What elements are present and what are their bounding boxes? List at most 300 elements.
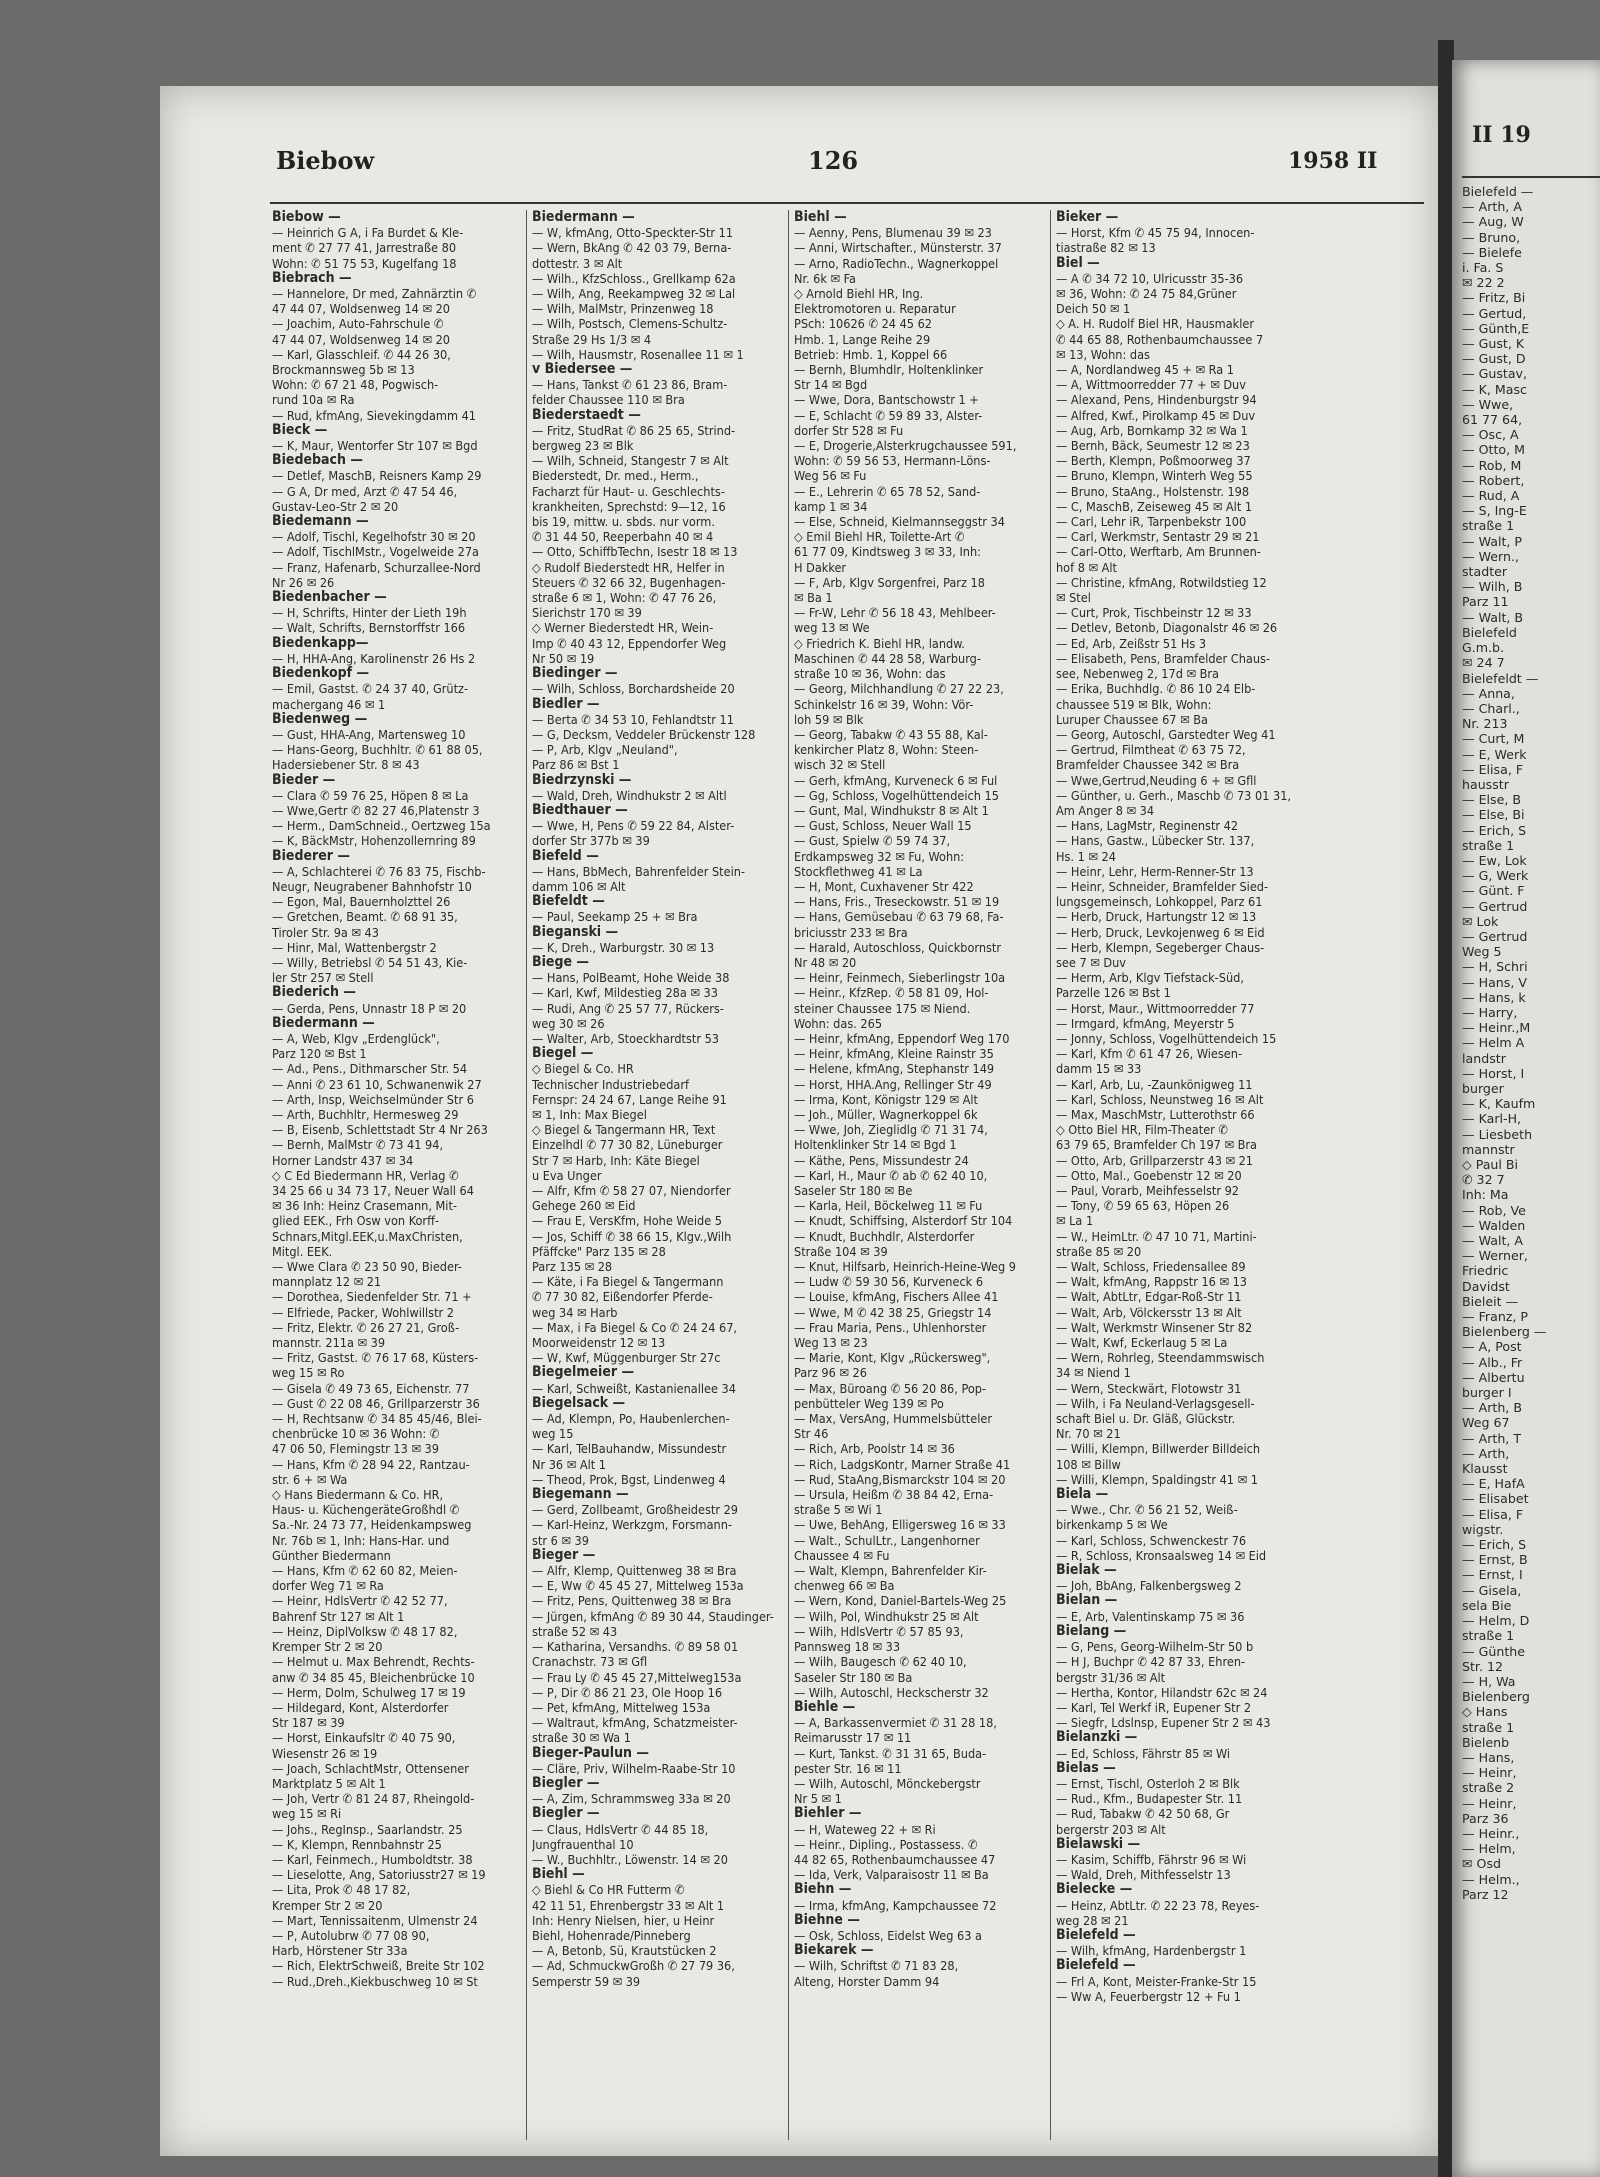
directory-entry: — W, Kwf, Müggenburger Str 27c [532, 1350, 721, 1366]
directory-entry: — Johs., RegInsp., Saarlandstr. 25 [272, 1821, 463, 1837]
directory-entry: — Claus, HdlsVertr ✆ 44 85 18, [532, 1821, 709, 1837]
directory-entry: Bielecke — [1056, 1882, 1133, 1898]
facing-page-entry: Nr. 213 [1462, 716, 1508, 732]
directory-entry: — F, Arb, Klgv Sorgenfrei, Parz 18 [794, 574, 985, 590]
directory-entry: — Herb, Druck, Levkojenweg 6 ✉ Eid [1056, 924, 1265, 940]
directory-entry: ✉ Stel [1056, 590, 1091, 606]
directory-entry: straße 85 ✉ 20 [1056, 1243, 1142, 1259]
directory-entry: — Joh., Müller, Wagnerkoppel 6k [794, 1106, 978, 1122]
directory-entry: — Wilh, Schneid, Stangestr 7 ✉ Alt [532, 453, 729, 469]
directory-entry: schaft Biel u. Dr. Gläß, Glückstr. [1056, 1411, 1236, 1427]
facing-page-entry: hausstr [1462, 776, 1509, 792]
directory-entry: str 6 ✉ 39 [532, 1532, 589, 1548]
facing-page-entry: — Gust, K [1462, 336, 1525, 352]
facing-page-entry: mannstr [1462, 1141, 1515, 1157]
directory-entry: Biedenkopf — [272, 666, 370, 682]
directory-entry: 108 ✉ Billw [1056, 1456, 1121, 1472]
directory-entry: — H, Wateweg 22 + ✉ Ri [794, 1821, 936, 1837]
directory-entry: ✆ 44 65 88, Rothenbaumchaussee 7 [1056, 331, 1264, 347]
directory-entry: Hs. 1 ✉ 24 [1056, 848, 1116, 864]
directory-entry: — W., Buchhltr., Löwenstr. 14 ✉ 20 [532, 1851, 728, 1867]
directory-entry: Bramfelder Chaussee 342 ✉ Bra [1056, 757, 1240, 773]
directory-entry: straße 5 ✉ Wi 1 [794, 1502, 883, 1518]
directory-entry: — Wald, Dreh, Mithfesselstr 13 [1056, 1867, 1231, 1883]
directory-entry: — Käte, i Fa Biegel & Tangermann [532, 1274, 724, 1290]
directory-entry: 34 25 66 u 34 73 17, Neuer Wall 64 [272, 1183, 474, 1198]
directory-entry: — Gunt, Mal, Windhukstr 8 ✉ Alt 1 [794, 802, 989, 818]
directory-entry: Pannsweg 18 ✉ 33 [794, 1639, 901, 1655]
facing-page-entry: ✉ Lok [1462, 913, 1499, 929]
directory-entry: — Ursula, Heißm ✆ 38 84 42, Erna- [794, 1487, 994, 1503]
directory-entry: Parzelle 126 ✉ Bst 1 [1056, 985, 1171, 1001]
directory-entry: — Erika, Buchhdlg. ✆ 86 10 24 Elb- [1056, 681, 1256, 697]
directory-entry: — E, Arb, Valentinskamp 75 ✉ 36 [1056, 1608, 1245, 1624]
facing-page-entry: — Osc, A [1462, 427, 1519, 443]
directory-entry: weg 30 ✉ 26 [532, 1015, 605, 1031]
facing-page-entry: — Wilh, B [1462, 579, 1523, 595]
directory-entry: Luruper Chaussee 67 ✉ Ba [1056, 711, 1208, 727]
facing-page-entry: Parz 36 [1462, 1810, 1509, 1826]
directory-entry: — Osk, Schloss, Eidelst Weg 63 a [794, 1927, 982, 1943]
directory-entry: ◇ Emil Biehl HR, Toilette-Art ✆ [794, 529, 965, 545]
directory-entry: — Cläre, Priv, Wilhelm-Raabe-Str 10 [532, 1760, 736, 1776]
directory-entry: Facharzt für Haut- u. Geschlechts- [532, 483, 725, 499]
header-rule [1462, 176, 1600, 178]
directory-entry: Biel — [1056, 255, 1100, 271]
directory-entry: Haus- u. KüchengeräteGroßhdl ✆ [272, 1502, 460, 1518]
facing-page-entry: — Alb., Fr [1462, 1354, 1523, 1370]
directory-entry: — A, Schlachterei ✆ 76 83 75, Fischb- [272, 863, 486, 879]
directory-entry: — Gisela ✆ 49 73 65, Eichenstr. 77 [272, 1380, 470, 1396]
page-number: 126 [808, 146, 859, 175]
directory-entry: v Biedersee — [532, 362, 633, 378]
directory-entry: Parz 135 ✉ 28 [532, 1259, 613, 1275]
directory-entry: Biegel — [532, 1046, 594, 1062]
facing-page-entry: i. Fa. S [1462, 260, 1504, 276]
directory-entry: — Gust, Schloss, Neuer Wall 15 [794, 818, 972, 834]
directory-entry: — A, Nordlandweg 45 + ✉ Ra 1 [1056, 362, 1234, 378]
facing-page-entry: — Else, Bi [1462, 807, 1525, 823]
directory-entry: str. 6 + ✉ Wa [272, 1471, 348, 1487]
directory-entry: Parz 120 ✉ Bst 1 [272, 1046, 367, 1062]
directory-entry: — Fritz, Pens, Quittenweg 38 ✉ Bra [532, 1593, 732, 1609]
facing-page-entry: — Elisa, F [1462, 1506, 1524, 1522]
directory-entry: Str 46 [794, 1426, 829, 1442]
directory-entry: Nr 48 ✉ 20 [794, 954, 857, 970]
directory-entry: Chaussee 4 ✉ Fu [794, 1547, 890, 1563]
directory-entry: — Anni ✆ 23 61 10, Schwanenwik 27 [272, 1076, 482, 1092]
directory-entry: — Louise, kfmAng, Fischers Allee 41 [794, 1289, 999, 1305]
directory-entry: Schnars,Mitgl.EEK,u.MaxChristen, [272, 1228, 463, 1244]
directory-entry: ✉ 1, Inh: Max Biegel [532, 1106, 647, 1122]
directory-entry: Straße 104 ✉ 39 [794, 1243, 888, 1259]
directory-entry: — Walt, Schloss, Friedensallee 89 [1056, 1259, 1246, 1275]
facing-page-entry: — A, Post [1462, 1339, 1522, 1355]
directory-entry: Biela — [1056, 1487, 1109, 1503]
directory-entry: Steuers ✆ 32 66 32, Bugenhagen- [532, 574, 726, 590]
directory-entry: — Horst, HHA.Ang, Rellinger Str 49 [794, 1076, 992, 1092]
directory-entry: Biefeld — [532, 848, 599, 864]
directory-entry: Biedenweg — [272, 711, 368, 727]
facing-page-entry: — Heinr, [1462, 1795, 1517, 1811]
directory-entry: — Frau Maria, Pens., Uhlenhorster [794, 1319, 987, 1335]
directory-entry: — P, Dir ✆ 86 21 23, Ole Hoop 16 [532, 1684, 723, 1700]
facing-page-entry: — Ernst, B [1462, 1552, 1528, 1568]
facing-page-entry: — H, Wa [1462, 1673, 1516, 1689]
directory-entry: Günther Biedermann [272, 1547, 391, 1563]
directory-entry: — Aenny, Pens, Blumenau 39 ✉ 23 [794, 225, 992, 241]
facing-page-entry: — Rob, Ve [1462, 1202, 1526, 1218]
facing-page-entry: — Curt, M [1462, 731, 1525, 747]
facing-page-entry: G.m.b. [1462, 640, 1505, 656]
directory-entry: Maschinen ✆ 44 28 58, Warburg- [794, 650, 981, 666]
directory-entry: ◇ Biehl & Co HR Futterm ✆ [532, 1882, 685, 1898]
facing-page-entry: — Erich, S [1462, 822, 1527, 838]
directory-entry: Imp ✆ 40 43 12, Eppendorfer Weg [532, 635, 727, 651]
facing-page-entry: — Gertrud [1462, 928, 1528, 944]
directory-entry: bis 19, mittw. u. sbds. nur vorm. [532, 514, 715, 530]
directory-entry: Nr. 76b ✉ 1, Inh: Hans-Har. und [272, 1532, 450, 1548]
facing-page-entry: — Hans, V [1462, 974, 1527, 990]
directory-entry: — Willi, Klempn, Billwerder Billdeich [1056, 1441, 1261, 1457]
directory-entry: Biehle — [794, 1699, 856, 1715]
directory-entry: bergweg 23 ✉ Blk [532, 438, 634, 454]
directory-entry: — Wilh, Hausmstr, Rosenallee 11 ✉ 1 [532, 346, 744, 362]
directory-entry: ◇ Friedrich K. Biehl HR, landw. [794, 635, 965, 651]
directory-entry: — Anni, Wirtschafter., Münsterstr. 37 [794, 240, 1002, 256]
directory-entry: 61 77 09, Kindtsweg 3 ✉ 33, Inh: [794, 544, 981, 560]
directory-entry: — Carl, Lehr iR, Tarpenbekstr 100 [1056, 514, 1247, 530]
facing-page-entry: straße 2 [1462, 1780, 1515, 1796]
directory-entry: — Wwe,Gertr ✆ 82 27 46,Platenstr 3 [272, 802, 480, 818]
directory-entry: damm 106 ✉ Alt [532, 878, 626, 894]
directory-entry: Biehler — [794, 1806, 862, 1822]
directory-entry: — Arno, RadioTechn., Wagnerkoppel [794, 255, 999, 271]
directory-entry: — Karl, Arb, Lu, -Zaunkönigweg 11 [1056, 1076, 1253, 1092]
directory-entry: — Karl, Schloss, Neunstweg 16 ✉ Alt [1056, 1091, 1264, 1107]
facing-page-entry: — Anna, [1462, 685, 1515, 701]
facing-page-entry: Bieleit — [1462, 1293, 1519, 1309]
directory-entry: — Heinr, kfmAng, Kleine Rainstr 35 [794, 1046, 994, 1062]
directory-entry: — Max, MaschMstr, Lutterothstr 66 [1056, 1106, 1255, 1122]
directory-entry: — H, Schrifts, Hinter der Lieth 19h [272, 605, 467, 621]
directory-entry: — A, Wittmoorredder 77 + ✉ Duv [1056, 377, 1246, 393]
directory-entry: — Bruno, StaAng., Holstenstr. 198 [1056, 483, 1250, 499]
directory-entry: felder Chaussee 110 ✉ Bra [532, 392, 685, 408]
directory-entry: penbütteler Weg 139 ✉ Po [794, 1395, 944, 1411]
facing-page-entry: — Helm A [1462, 1035, 1525, 1051]
directory-entry: — A ✆ 34 72 10, Ulricusstr 35-36 [1056, 270, 1244, 286]
directory-entry: — Rich, ElektrSchweiß, Breite Str 102 [272, 1958, 485, 1974]
directory-entry: — K, Klempn, Rennbahnstr 25 [272, 1836, 442, 1852]
facing-page-entry: ✉ 22 2 [1462, 275, 1505, 291]
facing-page-entry: wigstr. [1462, 1521, 1504, 1537]
directory-entry: — Otto, Arb, Grillparzerstr 43 ✉ 21 [1056, 1152, 1254, 1168]
directory-entry: Parz 96 ✉ 26 [794, 1365, 867, 1381]
directory-entry: mannplatz 12 ✉ 21 [272, 1274, 382, 1290]
facing-page-entry: — Walden [1462, 1217, 1526, 1233]
directory-entry: — Ida, Verk, Valparaisostr 11 ✉ Ba [794, 1867, 989, 1883]
directory-entry: — Heinz, AbtLtr. ✆ 22 23 78, Reyes- [1056, 1897, 1260, 1913]
facing-page-entry: Friedric [1462, 1263, 1509, 1279]
directory-entry: dottestr. 3 ✉ Alt [532, 255, 623, 271]
directory-entry: — Walt, Kwf, Eckerlaug 5 ✉ La [1056, 1335, 1228, 1351]
directory-entry: — Fritz, Gastst. ✆ 76 17 68, Küsters- [272, 1350, 479, 1366]
directory-entry: — Berth, Klempn, Poßmoorweg 37 [1056, 453, 1251, 469]
directory-entry: — Irmgard, kfmAng, Meyerstr 5 [1056, 1015, 1235, 1031]
directory-entry: 42 11 51, Ehrenbergstr 33 ✉ Alt 1 [532, 1897, 725, 1913]
directory-entry: — Marie, Kont, Klgv „Rückersweg", [794, 1350, 991, 1366]
directory-entry: — Helene, kfmAng, Stephanstr 149 [794, 1061, 995, 1077]
directory-entry: — Curt, Prok, Tischbeinstr 12 ✉ 33 [1056, 605, 1252, 621]
directory-entry: Weg 13 ✉ 23 [794, 1335, 868, 1351]
directory-entry: straße 6 ✉ 1, Wohn: ✆ 47 76 26, [532, 590, 717, 606]
directory-entry: — Franz, Hafenarb, Schurzallee-Nord [272, 559, 481, 575]
facing-page-entry: burger [1462, 1080, 1504, 1096]
directory-entry: ◇ Biegel & Co. HR [532, 1061, 634, 1077]
directory-entry: Bahrenf Str 127 ✉ Alt 1 [272, 1608, 405, 1624]
directory-entry: — Georg, Milchhandlung ✆ 27 22 23, [794, 681, 1004, 697]
directory-entry: — Herb, Klempn, Segeberger Chaus- [1056, 939, 1265, 955]
directory-entry: ◇ Rudolf Biederstedt HR, Helfer in [532, 559, 725, 575]
directory-entry: — Wald, Dreh, Windhukstr 2 ✉ Altl [532, 787, 727, 803]
directory-entry: ✆ 31 44 50, Reeperbahn 40 ✉ 4 [532, 529, 714, 545]
directory-entry: — Hans, BbMech, Bahrenfelder Stein- [532, 863, 745, 879]
directory-entry: weg 34 ✉ Harb [532, 1304, 618, 1320]
directory-entry: — Hans, Tankst ✆ 61 23 86, Bram- [532, 377, 728, 393]
directory-entry: — Karl, TelBauhandw, Missundestr [532, 1441, 727, 1457]
directory-entry: — Paul, Seekamp 25 + ✉ Bra [532, 909, 698, 925]
facing-page-entry: sela Bie [1462, 1597, 1512, 1613]
directory-entry: mannstr. 211a ✉ 39 [272, 1335, 386, 1351]
directory-entry: Nr. 6k ✉ Fa [794, 270, 856, 286]
directory-entry: — Wwe, M ✆ 42 38 25, Griegstr 14 [794, 1304, 992, 1320]
directory-entry: — Jonny, Schloss, Vogelhüttendeich 15 [1056, 1030, 1277, 1046]
directory-entry: Bielanzki — [1056, 1730, 1138, 1746]
directory-entry: — Mart, Tennissaitenm, Ulmenstr 24 [272, 1912, 478, 1928]
directory-entry: kenkircher Platz 8, Wohn: Steen- [794, 742, 979, 758]
directory-entry: — Rich, Arb, Poolstr 14 ✉ 36 [794, 1441, 955, 1457]
directory-entry: Einzelhdl ✆ 77 30 82, Lüneburger [532, 1137, 723, 1153]
directory-entry: — Christine, kfmAng, Rotwildstieg 12 [1056, 574, 1267, 590]
directory-entry: Moorweidenstr 12 ✉ 13 [532, 1335, 666, 1351]
directory-entry: — Emil, Gastst. ✆ 24 37 40, Grütz- [272, 681, 469, 697]
directory-entry: Jungfrauenthal 10 [532, 1836, 634, 1852]
directory-entry: Horner Landstr 437 ✉ 34 [272, 1152, 414, 1168]
directory-entry: Stockflethweg 41 ✉ La [794, 863, 923, 879]
directory-entry: — Heinr, Schneider, Bramfelder Sied- [1056, 878, 1269, 894]
directory-entry: — Walt., SchulLtr., Langenhorner [794, 1532, 980, 1548]
directory-entry: 47 06 50, Flemingstr 13 ✉ 39 [272, 1441, 439, 1457]
facing-page-entry: Inh: Ma [1462, 1187, 1509, 1203]
directory-entry: — Fritz, Elektr. ✆ 26 27 21, Groß- [272, 1319, 460, 1335]
directory-entry: Bieck — [272, 422, 328, 438]
directory-entry: Bieger-Paulun — [532, 1745, 650, 1761]
directory-entry: birkenkamp 5 ✉ We [1056, 1517, 1168, 1533]
directory-entry: ler Str 257 ✉ Stell [272, 970, 374, 986]
facing-page-entry: Bielenberg — [1462, 1324, 1547, 1340]
directory-entry: — Max, VersAng, Hummelsbütteler [794, 1411, 992, 1427]
directory-entry: — G, Decksm, Veddeler Brückenstr 128 [532, 726, 756, 742]
directory-entry: — Max, i Fa Biegel & Co ✆ 24 24 67, [532, 1319, 738, 1335]
directory-entry: — Rud., Kfm., Budapester Str. 11 [1056, 1791, 1243, 1807]
directory-entry: Bielawski — [1056, 1836, 1141, 1852]
facing-page-entry: ✉ 24 7 [1462, 655, 1505, 671]
directory-entry: damm 15 ✉ 33 [1056, 1061, 1142, 1077]
facing-page-entry: landstr [1462, 1050, 1506, 1066]
facing-page-entry: straße 1 [1462, 1719, 1515, 1735]
facing-page-entry: — Robert, [1462, 472, 1525, 488]
directory-entry: Biedermann — [272, 1015, 375, 1031]
directory-entry: — H, HHA-Ang, Karolinenstr 26 Hs 2 [272, 650, 476, 666]
directory-entry: Fernspr: 24 24 67, Lange Reihe 91 [532, 1091, 727, 1107]
directory-entry: Biedemann — [272, 514, 369, 530]
directory-entry: steiner Chaussee 175 ✉ Niend. [794, 1000, 971, 1016]
directory-entry: — Hans, PolBeamt, Hohe Weide 38 [532, 970, 730, 986]
directory-entry: — W, kfmAng, Otto-Speckter-Str 11 [532, 225, 734, 241]
directory-entry: Am Anger 8 ✉ 34 [1056, 802, 1155, 818]
directory-entry: — Ed, Schloss, Fährstr 85 ✉ Wi [1056, 1745, 1231, 1761]
directory-entry: ✉ 13, Wohn: das [1056, 346, 1150, 362]
facing-page-entry: — Horst, I [1462, 1065, 1525, 1081]
facing-page-entry: straße 1 [1462, 518, 1515, 534]
facing-page-entry: — Günthe [1462, 1643, 1525, 1659]
facing-page-entry: — Gertrud [1462, 898, 1528, 914]
directory-entry: — Hans, Gemüsebau ✆ 63 79 68, Fa- [794, 909, 1004, 925]
directory-entry: Reimarusstr 17 ✉ 11 [794, 1730, 912, 1746]
directory-entry: — Adolf, TischlMstr., Vogelweide 27a [272, 544, 479, 560]
directory-entry: Biegler — [532, 1806, 600, 1822]
column-divider [788, 210, 789, 2140]
directory-entry: weg 13 ✉ We [794, 620, 870, 636]
directory-entry: Hadersiebener Str. 8 ✉ 43 [272, 757, 420, 773]
directory-entry: Biegemann — [532, 1487, 629, 1503]
facing-page-entry: — Wern., [1462, 548, 1520, 564]
facing-page-entry: — Gust, D [1462, 351, 1526, 367]
directory-entry: — Hinr, Mal, Wattenbergstr 2 [272, 939, 437, 955]
directory-entry: ✉ 36, Wohn: ✆ 24 75 84,Grüner [1056, 286, 1237, 302]
directory-entry: 47 44 07, Woldsenweg 14 ✉ 20 [272, 301, 450, 317]
directory-entry: Biege — [532, 954, 589, 970]
directory-entry: — Fritz, StudRat ✆ 86 25 65, Strind- [532, 422, 736, 438]
facing-page-entry: — Erich, S [1462, 1537, 1527, 1553]
directory-entry: Biedenkapp— [272, 635, 369, 651]
directory-entry: — Detlev, Betonb, Diagonalstr 46 ✉ 26 [1056, 620, 1278, 636]
edition-year: 1958 II [1288, 148, 1378, 174]
directory-entry: — Hans, Fris., Treseckowstr. 51 ✉ 19 [794, 894, 1000, 910]
facing-page-entry: — S, Ing-E [1462, 503, 1527, 519]
facing-page-entry: — Werner, [1462, 1248, 1528, 1264]
facing-page-entry: Bielefeld [1462, 624, 1517, 640]
directory-entry: — Hans, Kfm ✆ 62 60 82, Meien- [272, 1563, 458, 1579]
directory-entry: — Alfr, Kfm ✆ 58 27 07, Niendorfer [532, 1183, 731, 1198]
facing-page-entry: — Gisela, [1462, 1582, 1522, 1598]
directory-entry: Hmb. 1, Lange Reihe 29 [794, 331, 931, 347]
directory-entry: Biehl — [794, 210, 847, 225]
directory-entry: — Adolf, Tischl, Kegelhofstr 30 ✉ 20 [272, 529, 476, 545]
directory-entry: Parz 86 ✉ Bst 1 [532, 757, 620, 773]
facing-page-entry: ✆ 32 7 [1462, 1172, 1505, 1188]
directory-entry: Sierichstr 170 ✉ 39 [532, 605, 642, 621]
directory-entry: — Karl, Tel Werkf iR, Eupener Str 2 [1056, 1699, 1252, 1715]
directory-entry: — Joh, Vertr ✆ 81 24 87, Rheingold- [272, 1791, 475, 1807]
directory-entry: — Walt, AbtLtr, Edgar-Roß-Str 11 [1056, 1289, 1242, 1305]
directory-entry: — Heinr, Feinmech, Sieberlingstr 10a [794, 970, 1006, 986]
facing-page [1452, 60, 1600, 2177]
directory-entry: 44 82 65, Rothenbaumchaussee 47 [794, 1851, 996, 1867]
directory-entry: — Wwe,Gertrud,Neuding 6 + ✉ Gfll [1056, 772, 1257, 788]
directory-entry: — Otto, SchiffbTechn, Isestr 18 ✉ 13 [532, 544, 738, 560]
directory-entry: — R, Schloss, Kronsaalsweg 14 ✉ Eid [1056, 1547, 1267, 1563]
directory-entry: — Hans, Gastw., Lübecker Str. 137, [1056, 833, 1255, 849]
facing-page-entry: — Rob, M [1462, 457, 1522, 473]
directory-entry: — Frau E, VersKfm, Hohe Weide 5 [532, 1213, 722, 1229]
directory-entry: chenweg 66 ✉ Ba [794, 1578, 895, 1594]
column-4 [1056, 210, 1356, 2140]
directory-entry: — Ludw ✆ 59 30 56, Kurveneck 6 [794, 1274, 984, 1290]
directory-entry: — Wilh, MalMstr, Prinzenweg 18 [532, 301, 714, 317]
directory-entry: Betrieb: Hmb. 1, Koppel 66 [794, 346, 948, 362]
directory-entry: — Georg, Autoschl, Garstedter Weg 41 [1056, 726, 1276, 742]
facing-page-entry: — Franz, P [1462, 1309, 1529, 1325]
facing-page-entry: — Walt, B [1462, 609, 1524, 625]
directory-entry: — Kasim, Schiffb, Fährstr 96 ✉ Wi [1056, 1851, 1247, 1867]
directory-entry: — Wwe, Joh, Zieglidlg ✆ 71 31 74, [794, 1122, 988, 1138]
directory-entry: — E., Lehrerin ✆ 65 78 52, Sand- [794, 483, 981, 499]
facing-page-entry: Bielefeldt — [1462, 670, 1539, 686]
column-3 [794, 210, 1094, 2140]
directory-entry: Biedthauer — [532, 802, 628, 818]
directory-entry: — Hannelore, Dr med, Zahnärztin ✆ [272, 286, 477, 302]
directory-entry: 34 ✉ Niend 1 [1056, 1365, 1131, 1381]
directory-entry: — Karl, Kfm ✆ 61 47 26, Wiesen- [1056, 1046, 1243, 1062]
directory-entry: weg 15 ✉ Ro [272, 1365, 345, 1381]
facing-page-entry: — Bruno, [1462, 229, 1521, 245]
facing-page-entry: Bielefeld — [1462, 184, 1534, 199]
facing-page-entry: — Heinr.,M [1462, 1020, 1531, 1036]
directory-entry: — H, Mont, Cuxhavener Str 422 [794, 878, 974, 894]
facing-page-entry: — Walt, P [1462, 533, 1522, 549]
directory-entry: — Georg, Tabakw ✆ 43 55 88, Kal- [794, 726, 988, 742]
directory-entry: Erdkampsweg 32 ✉ Fu, Wohn: [794, 848, 965, 864]
directory-entry: Harb, Hörstener Str 33a [272, 1943, 408, 1959]
directory-entry: see, Nebenweg 2, 17d ✉ Bra [1056, 666, 1219, 682]
facing-page-entry: ◇ Hans [1462, 1704, 1508, 1720]
facing-page-entry: — Elisa, F [1462, 761, 1524, 777]
directory-entry: — Helmut u. Max Behrendt, Rechts- [272, 1654, 475, 1670]
directory-entry: — A, Barkassenvermiet ✆ 31 28 18, [794, 1715, 997, 1731]
directory-entry: — H, Rechtsanw ✆ 34 85 45/46, Blei- [272, 1411, 482, 1427]
directory-entry: — B, Eisenb, Schlettstadt Str 4 Nr 263 [272, 1122, 488, 1138]
directory-entry: — Bernh, MalMstr ✆ 73 41 94, [272, 1137, 444, 1153]
directory-entry: — G A, Dr med, Arzt ✆ 47 54 46, [272, 483, 458, 499]
directory-entry: loh 59 ✉ Blk [794, 711, 864, 727]
directory-entry: Pfäffcke" Parz 135 ✉ 28 [532, 1243, 666, 1259]
facing-page-entry: — Heinr, [1462, 1765, 1517, 1781]
facing-page-entry: — Liesbeth [1462, 1126, 1533, 1142]
directory-entry: Gehege 260 ✉ Eid [532, 1198, 636, 1214]
directory-entry: kamp 1 ✉ 34 [794, 498, 868, 514]
directory-entry: — Wilh, Autoschl, Mönckebergstr [794, 1775, 981, 1791]
directory-entry: ◇ Biegel & Tangermann HR, Text [532, 1122, 716, 1138]
directory-entry: Biehn — [794, 1882, 852, 1898]
directory-entry: Weg 56 ✉ Fu [794, 468, 867, 484]
directory-entry: ✉ Ba 1 [794, 590, 833, 606]
column-divider [526, 210, 527, 2140]
directory-entry: — Katharina, Versandhs. ✆ 89 58 01 [532, 1639, 739, 1655]
facing-page-entry: Davidst [1462, 1278, 1510, 1294]
facing-page-entry: — Ew, Lok [1462, 852, 1527, 868]
